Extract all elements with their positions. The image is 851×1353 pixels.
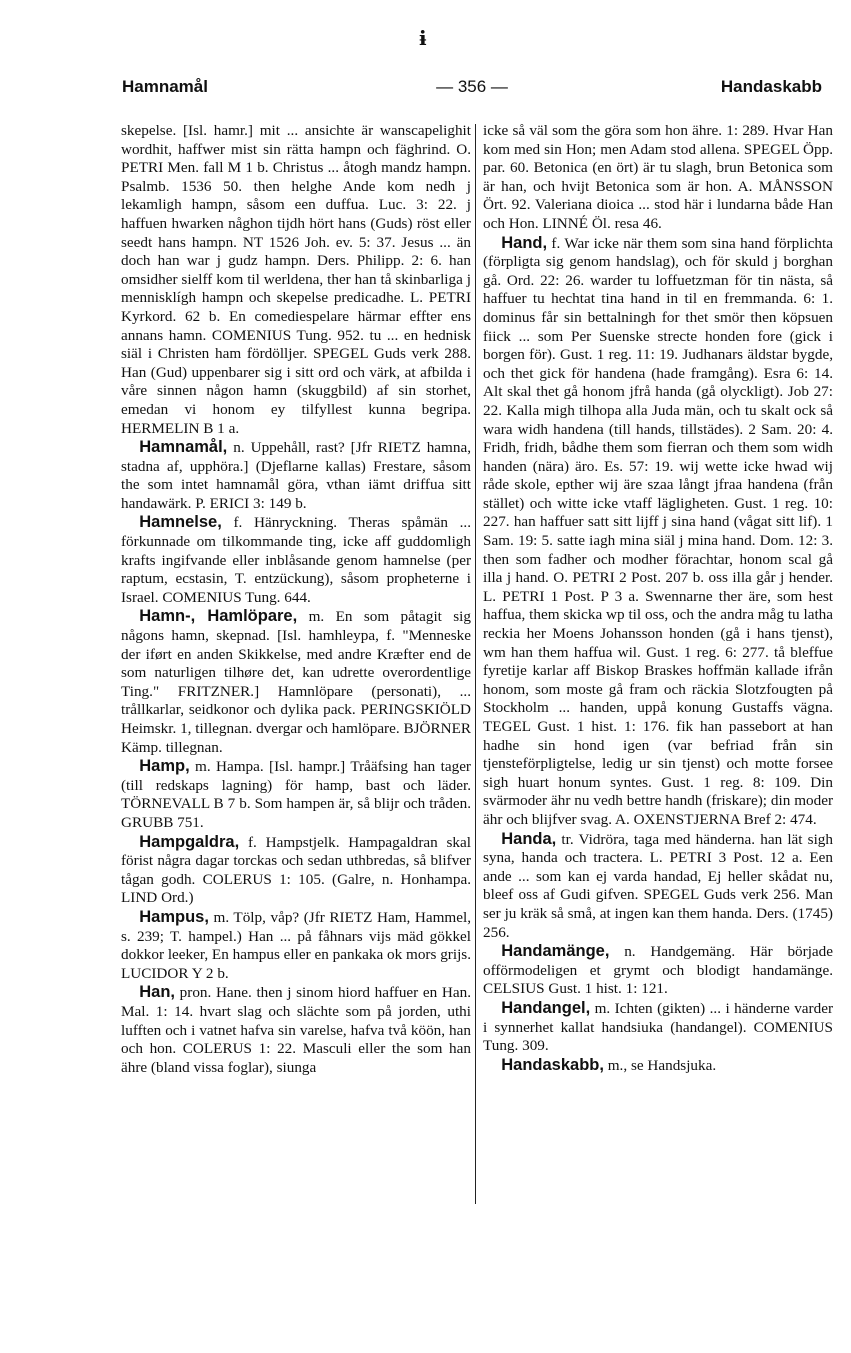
entry-text: m. Tölp, våp? (Jfr RIETZ Ham, Hammel, s. 239; T. hampel.) Han ... på fåhnars vijs mäd gökkel dokkor leeker, En hampus eller en pankaka ok mors grijs. LUCIDOR Y 2 b. <box>121 908 471 982</box>
entry-text: m., se Handsjuka. <box>603 1056 717 1074</box>
entry-headword: Hampus, <box>139 907 209 926</box>
entry-text: skepelse. [Isl. hamr.] mit ... ansichte är wanscapelighit wordhit, haffwer mist sin rätta hampn och fäghrind. O. PETRI Men. fall M 1 b. Christus ... åtogh mandz hampn. Psalmb. 1536 50. then helghe Ande kom nedh j lekamligh hampn, såsom een duffua. Luc. 3: 22. j haffuen hwarken någhon tijdh hört hans (Guds) röst eller seedt hans hampn. NT 1526 Joh. ev. 5: 37. Jesus ... än doch han war j gudz hampn. Ders. Philipp. 2: 6. han omsidher sielff kom til werldena, ther han tå skinbarliga j mennisklígh hampn och skepelse predicadhe. L. PETRI Kyrkord. 62 b. En comediespelare härmar effter ens annans hamn. COMENIUS Tung. 952. tu ... en hednisk siäl i Christen ham fördölljer. SPEGEL Guds verk 288. Han (Gud) uppenbarer sig i sitt ord och värk, at afbilda i våre sinnen någon hamn (skuggbild) af sin storhet, emedan vi honom ey tilfyllest kunna begripa. HERMELIN B 1 a. <box>121 122 471 437</box>
column-divider <box>475 124 476 1204</box>
entry-text: icke så väl som the göra som hon ähre. 1: 289. Hvar Han kom med sin Hon; men Adam stod allena. SPEGEL Öpp. par. 60. Betonica (en ört) är tu slagh, brun Betonica som är han, och hvijt Betonica som är hon. A. MÅNSSON Ört. 92. Valeriana dioica ... stod här i lundarna både Han och Hon. LINNÉ Öl. resa 46. <box>483 122 833 232</box>
dictionary-entry <box>483 830 833 943</box>
dictionary-entry <box>483 999 833 1056</box>
entry-headword: Hamp, <box>139 757 190 776</box>
header-left-guideword: Hamnamål <box>122 77 208 96</box>
entry-continuation <box>121 122 471 438</box>
entry-headword: Handaskabb, <box>501 1055 604 1074</box>
header-right-guideword: Handaskabb <box>720 77 822 96</box>
entry-headword: Handamänge, <box>501 942 610 961</box>
entry-text: m. Ichten (gikten) ... i händerne varder i synnerhet kallat handsiuka (handangel). COMENIUS Tung. 309. <box>483 999 833 1055</box>
dictionary-entry <box>121 513 471 607</box>
page-number: — 356 — <box>436 77 508 96</box>
page-header <box>122 77 822 101</box>
entry-text: f. War icke när them som sina hand förplichta (förpligta sig genom handslag), och för skuld j borghan gå. Ord. 22: 26. warder tu loffuetzman för tin nästa, så haffuer tu hechtat tina hand in til en fremmanda. 6: 1. dominus får sin bettalningh for thet smör then köpsuen fiick ... som Per Suenske strecte honden fore (gick i borgen för). Gust. 1 reg. 11: 19. Judhanars äldstar bygde, och thet gick för handena (hade framgång). Esra 6: 14. Alt skal thet gå honom jfrå handa (gå olyckligt). Job 27: 22. Kalla migh tilhopa alla Juda män, och tu skalt ock så wara widh handena (till hands, tillstädes). 2 Sam. 20: 4. Fridh, fridh, bådhe them som fierran och them som widh handen (nära) äro. Es. 57: 19. wij wette icke hwad wij råde skole, epther wij äre szaa långt jfraa handena (från stället) och witte icke vtaff lägligheten. Gust. 1 reg. 10: 227. han haffuer satt sitt lijff j sina hand (vågat sitt lif). 1 Sam. 19: 5. satte iagh mina siäl j mina hand. Dom. 12: 3. then som fadher och modher förachtar, honom scal gå illa j hand. O. PETRI 2 Post. 207 b. oss illa går j hender. L. PETRI 1 Post. P 3 a. Swennarne ther äre, som hest haffua, them skicka wp til oss, och the andra måg tu latha reckia her Moens Johansson honden (gå i hans tjenst), wm han them haffua wil. Gust. 1 reg. 6: 277. tå bleffue fyretije karlar aff Biskop Braskes hoffmän kallade ifrån honom, som moste gå fram och räckia Slotzfougten på Stockholm ... handen, uppå konung Gustaffs vägna. TEGEL Gust. 1 hist. 1: 176. fik han passebort at han hadhe sin hond igen (var befriad från sin tjensteförpligtelse, ledig ur sin tjenst) och motte forsee sigh huart honum syntes. Gust. 1 reg. 8: 109. Din svärmoder ähr nu vedh bettre handh (friskare); din moder ähr och blijfver svag. A. OXENSTJERNA Bref 2: 474. <box>483 234 833 828</box>
dictionary-entry <box>483 234 833 830</box>
right-column <box>483 122 833 1075</box>
dictionary-entry <box>483 942 833 999</box>
entry-headword: Hamnamål, <box>139 438 228 457</box>
entry-headword: Hand, <box>501 233 548 252</box>
entry-headword: Hamn-, Hamlöpare, <box>139 607 298 626</box>
entry-text: n. Uppehåll, rast? [Jfr RIETZ hamna, stadna af, upphöra.] (Djeflarne kallas) Frestare, såsom the som intet hamnamål göra, vthan iämt driffua sitt handawärk. P. ERICI 3: 149 b. <box>121 439 471 512</box>
entry-continuation <box>483 122 833 234</box>
top-mark: ɨ <box>419 26 427 50</box>
entry-text: pron. Hane. then j sinom hiord haffuer en Han. Mal. 1: 14. hvart slag och slächte som på jorden, uthi lufften och i vatnet hafva sin varelse, hafva två köön, han och hon. COLERUS 1: 22. Masculi eller the som han ähre (bland vissa foglar), siunga <box>121 984 471 1076</box>
entry-headword: Han, <box>139 983 175 1002</box>
entry-headword: Handangel, <box>501 998 591 1017</box>
dictionary-entry <box>483 1056 833 1076</box>
dictionary-entry <box>121 607 471 757</box>
entry-text: m. Hampa. [Isl. hampr.] Tråäfsing han tager (till redskaps lagning) för hamp, bast och läder. TÖRNEVALL B 7 b. Som hampen är, så blijr och tråden. GRUBB 751. <box>121 758 471 831</box>
entry-text: f. Hänryckning. Theras spåmän ... förkunnade om tilkommande ting, icke aff guddomligh krafts ingifvande eller inblåsande genom hamnelse (per raptum, ecstasin, T. entzückung), såsom propheterne i Israel. COMENIUS Tung. 644. <box>121 514 471 606</box>
entry-headword: Hampgaldra, <box>139 832 240 851</box>
entry-headword: Hamnelse, <box>139 513 222 532</box>
dictionary-entry <box>121 983 471 1077</box>
dictionary-entry <box>121 833 471 908</box>
entry-text: m. En som påtagit sig någons hamn, skepnad. [Isl. hamhleypa, f. "Menneske der iført en anden Skikkelse, med andre Kræfter end de som naturligen tilhøre det, kan udrette overordentlige Ting." FRITZNER.] Hamnlöpare (personati), ... trållkarlar, seidkonor och dylika pack. PERINGSKIÖLD Heimskr. 1, tillegnan. dvergar och hamlöpare. BJÖRNER Kämp. tillegnan. <box>121 608 471 756</box>
dictionary-entry <box>121 438 471 513</box>
entry-text: tr. Vidröra, taga med händerna. han lät sigh syna, handa och tractera. L. PETRI 3 Post. 12 a. Een ande ... som kan ej varda handad, Ej heller skådat nu, bleef oss af Gudi gifven. SPEGEL Guds verk 256. Man ser ju kräk så små, at ingen kan them handa. Ders. (1745) 256. <box>483 830 833 941</box>
entry-text: f. Hampstjelk. Hampagaldran skal förist några dagar torckas och sedan uthbredas, så blifver tågan godh. COLERUS 1: 105. (Galre, n. Honhampa. LIND Ord.) <box>121 833 471 907</box>
dictionary-entry <box>121 908 471 983</box>
entry-headword: Handa, <box>501 829 557 848</box>
left-column <box>121 122 471 1077</box>
dictionary-entry <box>121 757 471 832</box>
entry-text: n. Handgemäng. Här började offörmodeligen et grymt och blodigt handamänge. CELSIUS Gust. 1 hist. 1: 121. <box>483 943 833 998</box>
